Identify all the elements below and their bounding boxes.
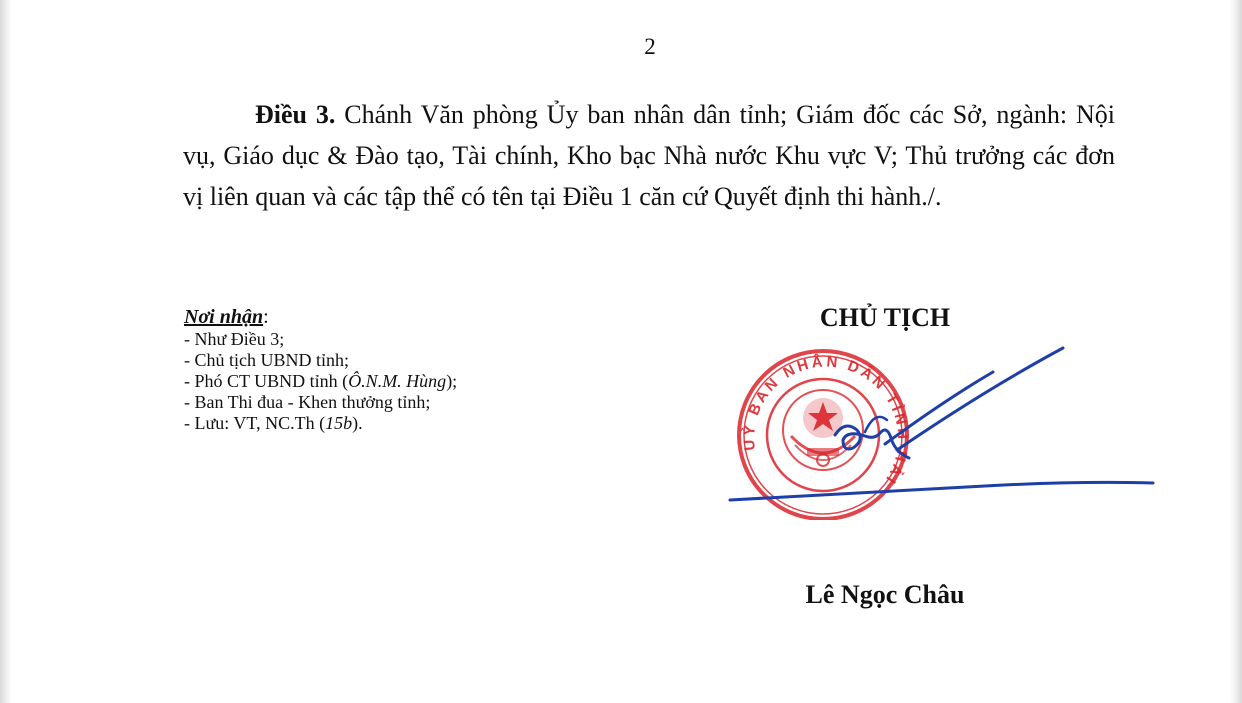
recipient-item: - Như Điều 3;	[184, 329, 285, 349]
seal-text: UỶ BAN NHÂN DÂN TỈNH HẢI	[740, 353, 912, 489]
page-edge-right	[1230, 0, 1242, 703]
page-edge-left	[0, 0, 12, 703]
recipient-item-italic: 15b	[325, 413, 353, 433]
recipient-item	[184, 413, 644, 434]
recipient-item-suffix: );	[446, 371, 458, 391]
recipient-item-prefix: - Lưu: VT, NC.Th (	[184, 413, 326, 433]
article-heading: Điều 3.	[255, 100, 336, 129]
signer-name: Lê Ngọc Châu	[805, 580, 965, 609]
recipient-item: - Ban Thi đua - Khen thưởng tỉnh;	[184, 392, 431, 412]
recipients-title: Nơi nhận	[184, 306, 264, 328]
recipients-block	[184, 305, 644, 434]
signer-title: CHỦ TỊCH	[819, 303, 951, 332]
recipient-item-italic: Ô.N.M. Hùng	[348, 371, 447, 391]
recipient-item-prefix: - Phó CT UBND tỉnh (	[184, 371, 349, 391]
recipients-title-line	[184, 305, 644, 329]
page-number: 2	[644, 34, 656, 59]
recipient-item-suffix: ).	[352, 413, 363, 433]
recipients-colon: :	[263, 306, 269, 328]
red-seal-image	[725, 340, 1165, 520]
recipient-item: - Chủ tịch UBND tỉnh;	[184, 350, 349, 370]
seal-and-signature	[725, 340, 1165, 520]
recipient-item	[184, 371, 644, 392]
article-3-paragraph	[183, 94, 1115, 217]
article-body: Chánh Văn phòng Ủy ban nhân dân tỉnh; Giám đốc các Sở, ngành: Nội vụ, Giáo dục & Đào tạo, Tài chính, Kho bạc Nhà nước Khu vực V; Thủ trưởng các đơn vị liên quan và các tập thể có tên tại Điều 1 căn cứ Quyết định thi hành./.	[183, 100, 1115, 211]
